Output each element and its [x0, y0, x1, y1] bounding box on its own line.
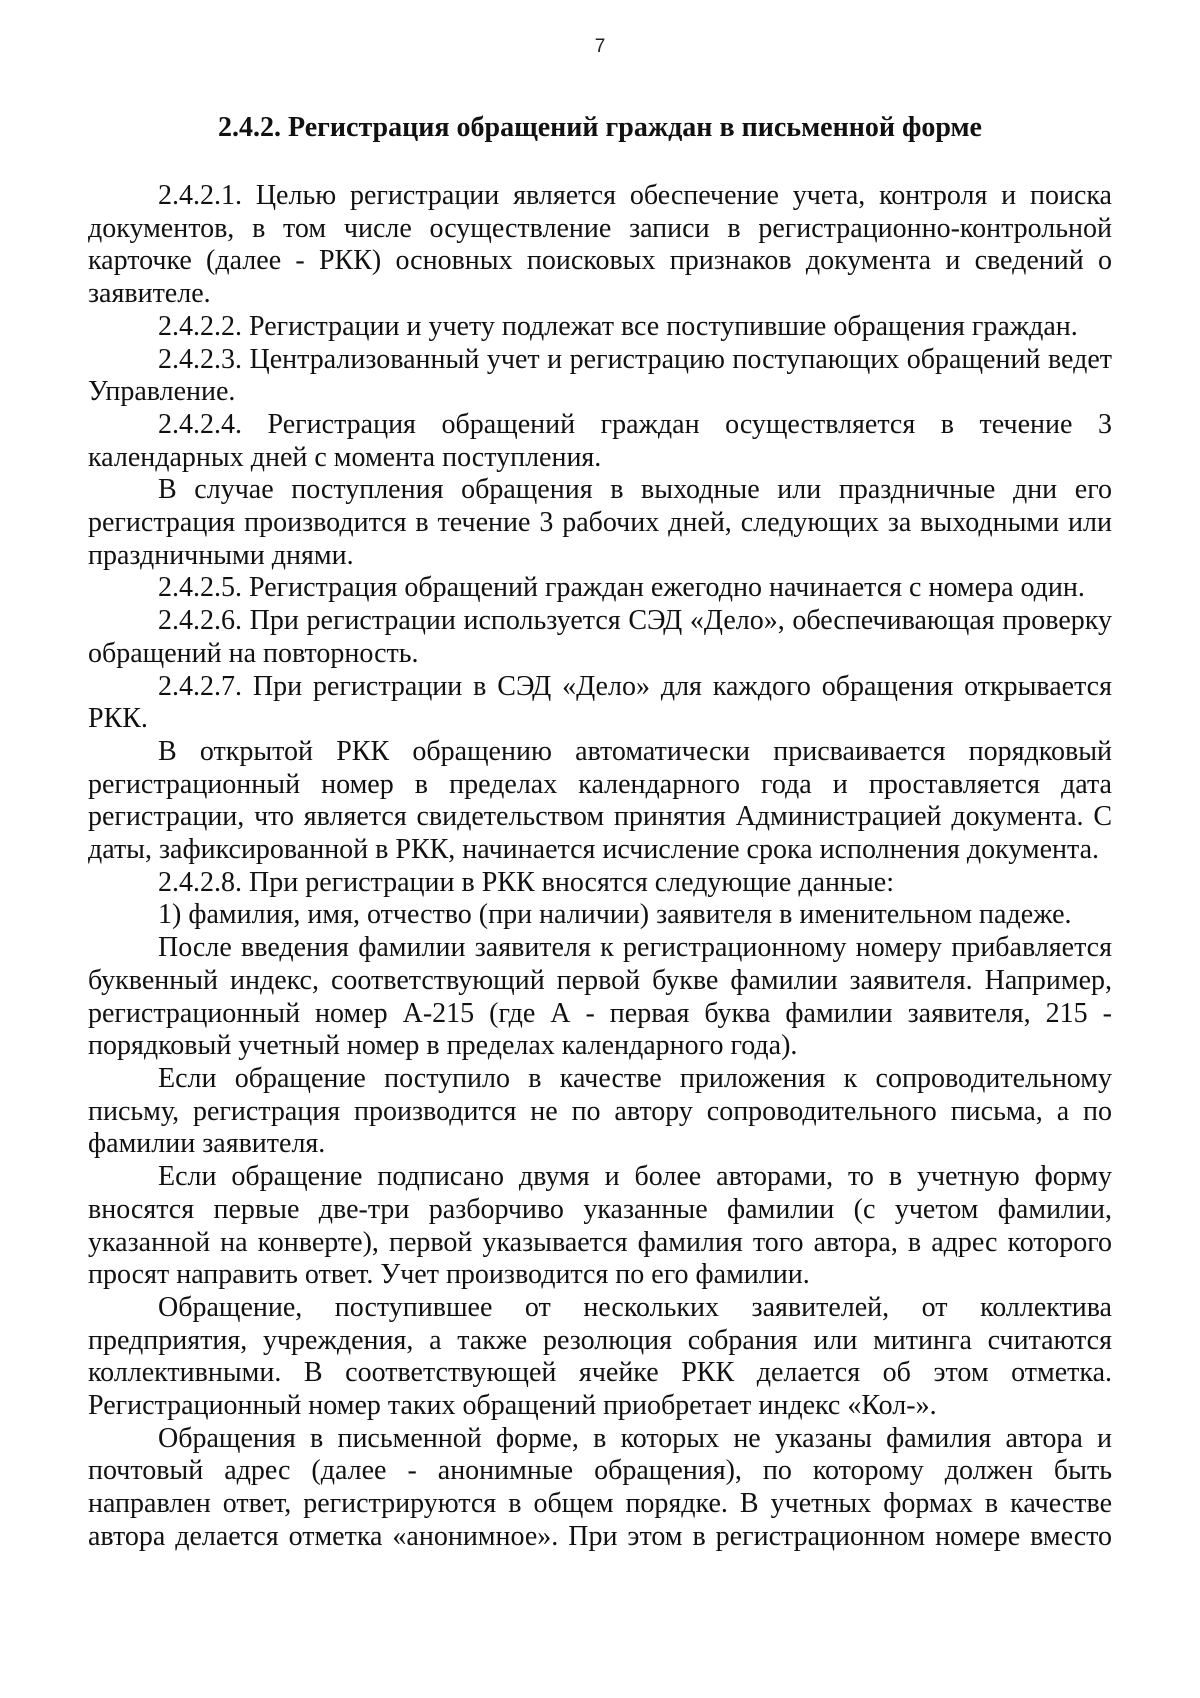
paragraph-2-4-2-3: 2.4.2.3. Централизованный учет и регистрацию поступающих обращений ведет Управление. [88, 343, 1112, 408]
paragraph-2-4-2-7: 2.4.2.7. При регистрации в СЭД «Дело» для каждого обращения открывается РКК. [88, 670, 1112, 735]
page-number: 7 [594, 36, 606, 57]
paragraph-rkk-numbering: В открытой РКК обращению автоматически присваивается порядковый регистрационный номер в пределах календарного года и проставляется дата регистрации, что является свидетельством принятия Администрацией документа. С даты, зафиксированной в РКК, начинается исчисление срока исполнения документа. [88, 735, 1112, 866]
paragraph-2-4-2-8: 2.4.2.8. При регистрации в РКК вносятся следующие данные: [158, 866, 894, 898]
paragraph-2-4-2-2: 2.4.2.2. Регистрации и учету подлежат все поступившие обращения граждан. [158, 310, 1078, 342]
paragraph-anonymous-appeals: Обращения в письменной форме, в которых не указаны фамилия автора и почтовый адрес (далее - анонимные обращения), по которому должен быть направлен ответ, регистрируются в общем порядке. В учетных формах в качестве автора делается отметка «анонимное». При этом в регистрационном номере вместо [88, 1422, 1112, 1552]
paragraph-letter-index: После введения фамилии заявителя к регистрационному номеру прибавляется буквенный индекс, соответствующий первой букве фамилии заявителя. Например, регистрационный номер А-215 (где А - первая буква фамилии заявителя, 215 - порядковый учетный номер в пределах календарного года). [88, 932, 1112, 1062]
list-item-1: 1) фамилия, имя, отчество (при наличии) заявителя в именительном падеже. [158, 899, 1072, 931]
paragraph-multiple-authors: Если обращение подписано двумя и более авторами, то в учетную форму вносятся первые две-три разборчиво указанные фамилии (с учетом фамилии, указанной на конверте), первой указывается фамилия того автора, в адрес которого просят направить ответ. Учет производится по его фамилии. [88, 1161, 1112, 1291]
paragraph-2-4-2-4: 2.4.2.4. Регистрация обращений граждан осуществляется в течение 3 календарных дней с момента поступления. [88, 408, 1112, 473]
paragraph-2-4-2-5: 2.4.2.5. Регистрация обращений граждан ежегодно начинается с номера один. [158, 572, 1085, 604]
paragraph-cover-letter: Если обращение поступило в качестве приложения к сопроводительному письму, регистрация производится не по автору сопроводительного письма, а по фамилии заявителя. [88, 1062, 1112, 1160]
section-heading: 2.4.2. Регистрация обращений граждан в письменной форме [218, 112, 982, 143]
body-text [88, 180, 1112, 1554]
paragraph-collective-appeals: Обращение, поступившее от нескольких заявителей, от коллектива предприятия, учреждения, а также резолюция собрания или митинга считаются коллективными. В соответствующей ячейке РКК делается об этом отметка. Регистрационный номер таких обращений приобретает индекс «Кол-». [88, 1291, 1112, 1422]
paragraph-2-4-2-6: 2.4.2.6. При регистрации используется СЭД «Дело», обеспечивающая проверку обращений на повторность. [88, 605, 1112, 669]
paragraph-weekend-registration: В случае поступления обращения в выходные или праздничные дни его регистрация производится в течение 3 рабочих дней, следующих за выходными или праздничными днями. [88, 474, 1112, 571]
paragraph-2-4-2-1: 2.4.2.1. Целью регистрации является обеспечение учета, контроля и поиска документов, в том числе осуществление записи в регистрационно-контрольной карточке (далее - РКК) основных поисковых признаков документа и сведений о заявителе. [88, 180, 1112, 310]
